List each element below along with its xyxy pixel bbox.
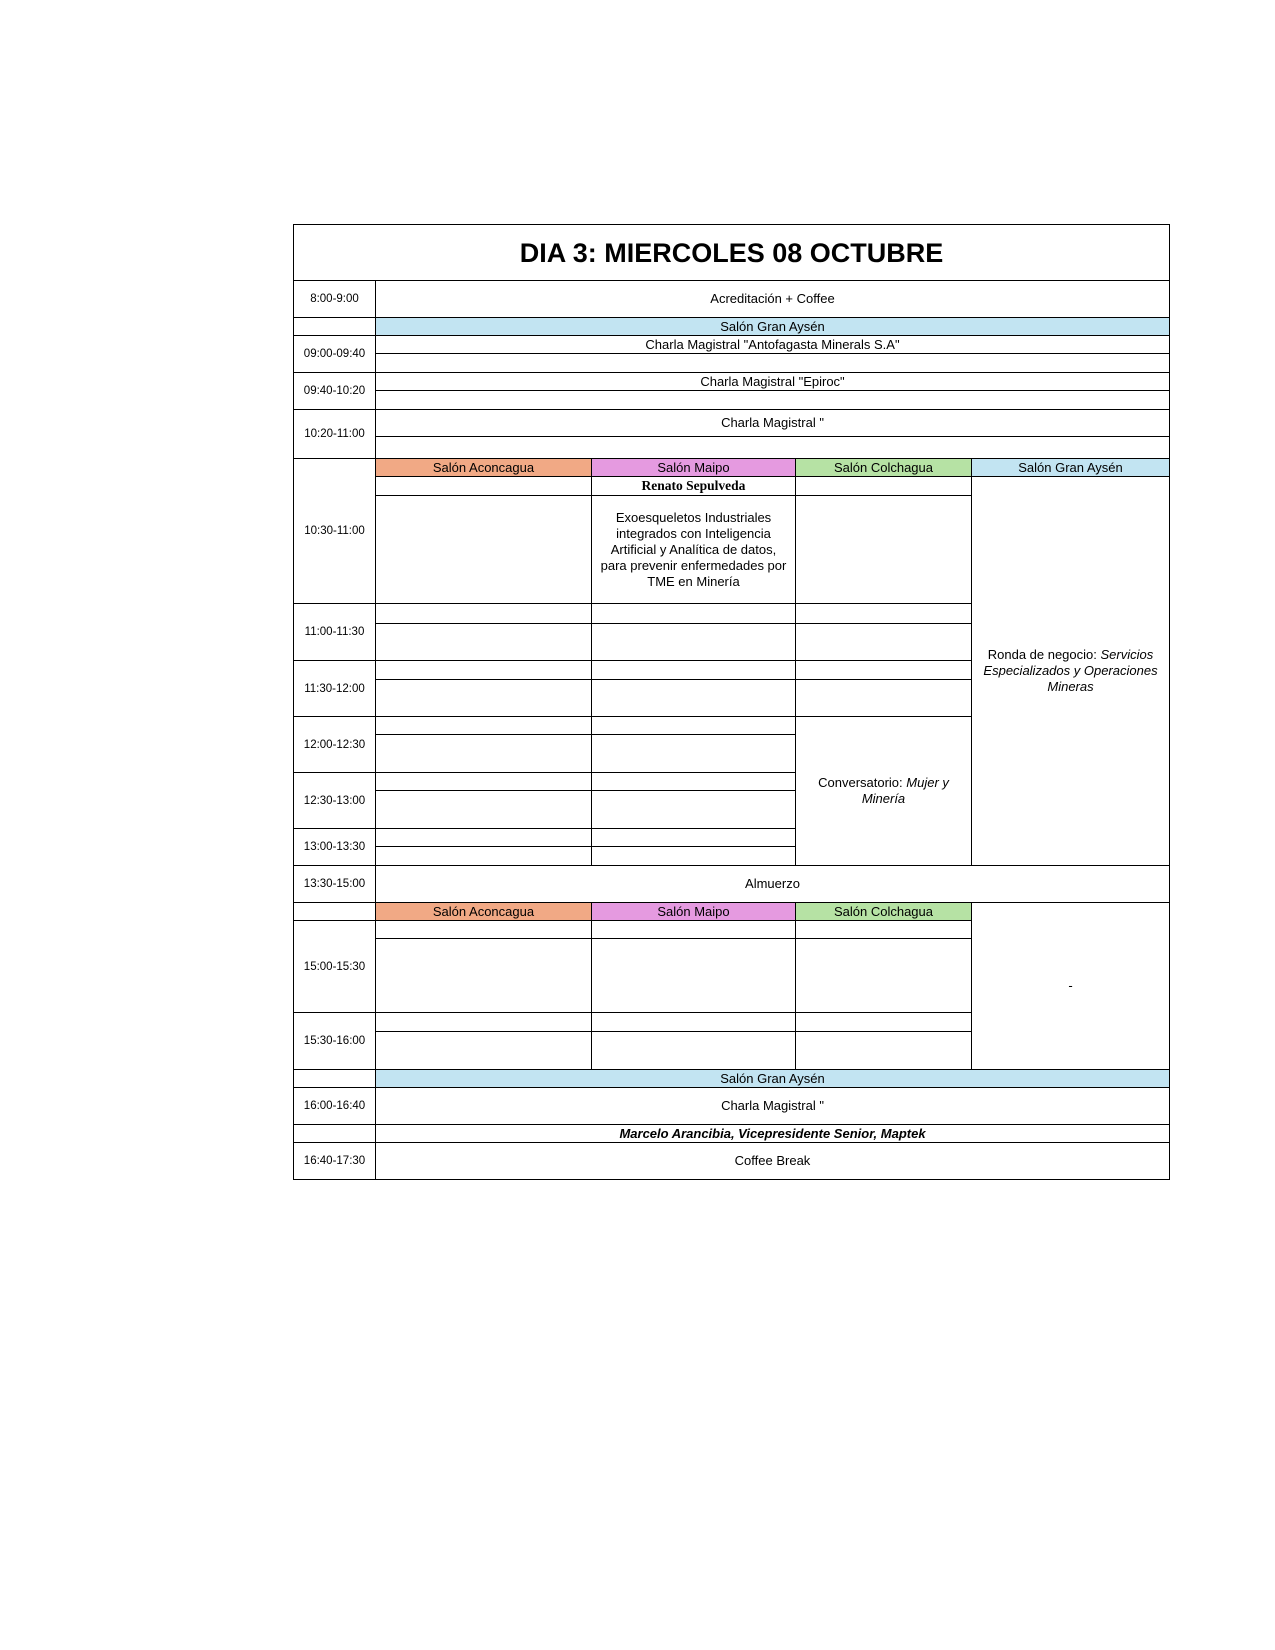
empty-cell: [592, 773, 796, 791]
speaker-renato-sepulveda: Renato Sepulveda: [592, 477, 796, 496]
empty-cell: [376, 604, 592, 624]
empty-cell: [376, 1013, 592, 1032]
empty-cell: [796, 661, 972, 680]
empty-cell: [796, 496, 972, 604]
empty-cell: [592, 939, 796, 1013]
time-cell: 13:30-15:00: [294, 866, 376, 903]
empty-cell: [376, 717, 592, 735]
time-cell: 10:20-11:00: [294, 410, 376, 459]
empty-cell: [376, 773, 592, 791]
empty-cell: [376, 391, 1169, 410]
blank-cell: [294, 903, 376, 921]
room-header-gran-aysen: Salón Gran Aysén: [376, 318, 1169, 336]
empty-cell: [376, 1032, 592, 1070]
empty-cell: [592, 624, 796, 661]
blank-cell: [294, 1070, 376, 1088]
empty-cell: [592, 921, 796, 939]
empty-cell: [592, 1013, 796, 1032]
blank-cell: [294, 1125, 376, 1143]
room-header-colchagua: Salón Colchagua: [796, 459, 972, 477]
time-cell: 16:40-17:30: [294, 1143, 376, 1179]
room-header-gran-aysen: Salón Gran Aysén: [972, 459, 1169, 477]
room-header-colchagua: Salón Colchagua: [796, 903, 972, 921]
empty-cell: [592, 791, 796, 829]
time-cell: 13:00-13:30: [294, 829, 376, 866]
empty-cell: [592, 735, 796, 773]
time-cell: 09:00-09:40: [294, 336, 376, 373]
conversatorio-topic: Mujer y Minería: [861, 775, 949, 806]
conversatorio-mujer-mineria: [796, 717, 972, 866]
empty-cell: [592, 717, 796, 735]
conversatorio-prefix: Conversatorio:: [818, 775, 907, 790]
empty-cell: [376, 735, 592, 773]
empty-cell: [796, 680, 972, 717]
blank-cell: [294, 318, 376, 336]
event-coffee-break: Coffee Break: [734, 1153, 811, 1168]
empty-cell: [796, 477, 972, 496]
talk-exoesqueletos: Exoesqueletos Industriales integrados con Inteligencia Artificial y Analítica de datos, para prevenir enfermedades por TME en Minería: [592, 496, 796, 604]
room-header-maipo: Salón Maipo: [592, 903, 796, 921]
empty-cell: [376, 829, 592, 847]
empty-cell: [796, 1032, 972, 1070]
event-charla-magistral: Charla Magistral ": [376, 1088, 1169, 1125]
empty-cell: [376, 921, 592, 939]
time-cell: 15:30-16:00: [294, 1013, 376, 1070]
page-title: DIA 3: MIERCOLES 08 OCTUBRE: [294, 225, 1169, 281]
time-cell: 09:40-10:20: [294, 373, 376, 410]
room-header-maipo: Salón Maipo: [592, 459, 796, 477]
room-header-aconcagua: Salón Aconcagua: [376, 903, 592, 921]
event-charla-antofagasta: Charla Magistral "Antofagasta Minerals S.A": [376, 336, 1169, 354]
event-almuerzo: Almuerzo: [376, 866, 1169, 903]
empty-cell: [592, 604, 796, 624]
event-charla-magistral: Charla Magistral ": [376, 410, 1169, 437]
event-acreditacion: Acreditación + Coffee: [376, 281, 1169, 318]
empty-cell: [592, 847, 796, 866]
empty-cell: [796, 921, 972, 939]
empty-cell: [592, 661, 796, 680]
time-cell: 11:00-11:30: [294, 604, 376, 661]
empty-cell: [796, 1013, 972, 1032]
empty-cell: [796, 604, 972, 624]
empty-cell: [796, 624, 972, 661]
empty-cell: [376, 496, 592, 604]
empty-cell: [376, 437, 1169, 459]
schedule-table: [293, 224, 1170, 1180]
empty-cell: [376, 939, 592, 1013]
empty-cell: [376, 847, 592, 866]
empty-cell: [376, 624, 592, 661]
time-cell: 8:00-9:00: [294, 281, 376, 318]
empty-cell: [796, 939, 972, 1013]
time-cell: 10:30-11:00: [294, 459, 376, 604]
ronda-prefix: Ronda de negocio:: [987, 647, 1101, 662]
time-cell: 12:30-13:00: [294, 773, 376, 829]
speaker-marcelo-arancibia: Marcelo Arancibia, Vicepresidente Senior, Maptek: [376, 1125, 1169, 1143]
empty-cell: [592, 1032, 796, 1070]
event-charla-epiroc: Charla Magistral "Epiroc": [376, 373, 1169, 391]
time-cell: 11:30-12:00: [294, 661, 376, 717]
time-cell: 15:00-15:30: [294, 921, 376, 1013]
room-header-gran-aysen: Salón Gran Aysén: [376, 1070, 1169, 1088]
ronda-de-negocio: [972, 477, 1169, 866]
ronda-topic: Servicios Especializados y Operaciones Mineras: [983, 647, 1158, 694]
time-cell: 12:00-12:30: [294, 717, 376, 773]
empty-cell: [376, 354, 1169, 373]
empty-cell: [376, 680, 592, 717]
empty-cell: [592, 829, 796, 847]
empty-cell: [592, 680, 796, 717]
room-header-aconcagua: Salón Aconcagua: [376, 459, 592, 477]
empty-cell: [376, 661, 592, 680]
time-cell: 16:00-16:40: [294, 1088, 376, 1125]
empty-cell: [376, 477, 592, 496]
dash-cell: -: [972, 903, 1169, 1070]
empty-cell: [376, 791, 592, 829]
